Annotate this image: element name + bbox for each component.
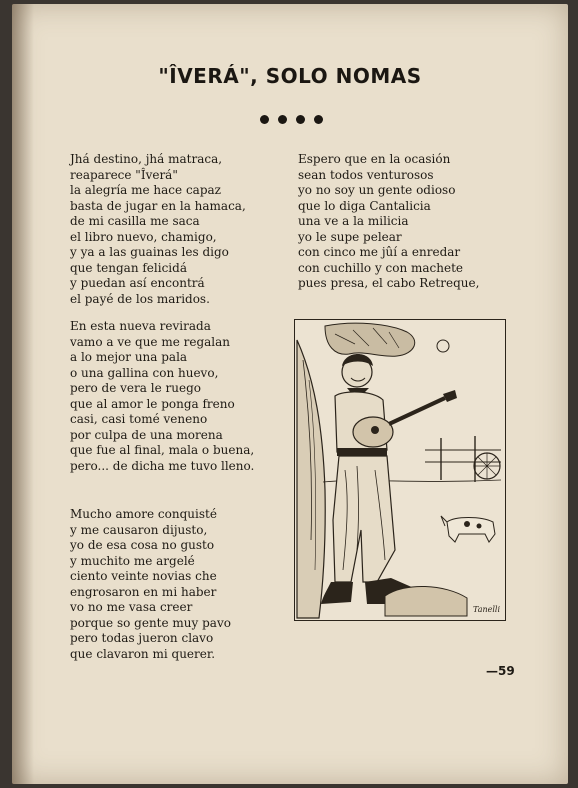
verse-line: sean todos venturosos [298,167,434,182]
verse-line: porque so gente muy pavo [70,615,231,630]
dog [447,518,495,543]
dog-spot [464,521,470,527]
verse-line: que fue al final, mala o buena, [70,443,255,457]
verse-line: a lo mejor una pala [70,350,188,364]
stanza-2 [70,319,254,474]
guitar-headstock [443,390,457,402]
stanza-4 [298,152,479,292]
ornament-dot [296,115,305,124]
verse-line: que clavaron mi querer. [70,646,216,661]
ornament-dots [260,115,323,124]
verse-line: la alegría me hace capaz [70,183,221,197]
book-page [12,4,568,784]
dog-head [441,516,447,526]
verse-line: basta de jugar en la hamaca, [70,198,246,213]
guitar-soundhole [371,426,379,434]
tree-foliage [325,323,415,356]
verse-line: por culpa de una morena [70,427,223,442]
page-title: "ÎVERÁ", SOLO NOMAS [158,64,422,88]
gaucho-trousers [333,456,395,582]
verse-line: reaparece "Îverá" [70,167,178,182]
illustration-drawing [295,320,505,620]
verse-line: que al amor le ponga freno [70,396,235,411]
verse-line: o una gallina con huevo, [70,365,219,380]
gaucho-belt [337,448,387,456]
moon [437,340,449,352]
verse-line: engrosaron en mi haber [70,584,217,599]
verse-line: con cinco me jûí a enredar [298,245,461,259]
verse-line: yo le supe pelear [298,229,402,244]
verse-line: pero todas jueron clavo [70,631,214,645]
verse-line: vamo a ve que me regalan [70,334,231,349]
ornament-dot [260,115,269,124]
stanza-3 [70,507,231,662]
spine-shadow [12,4,34,784]
verse-line: y me causaron dijusto, [70,522,208,537]
verse-line: En esta nueva revirada [70,319,211,333]
verse-line: de mi casilla me saca [70,214,200,228]
verse-line: una ve a la milicia [298,214,409,228]
rock [385,586,467,616]
stanza-1 [70,152,246,307]
verse-line: vo no me vasa creer [70,600,193,614]
verse-line: y puedan así encontrá [70,276,205,290]
verse-line: ciento veinte novias che [70,569,217,583]
guitar-neck [389,398,445,424]
gaucho-left-boot [321,582,353,604]
verse-line: casi, casi tomé veneno [70,412,208,426]
ornament-dot [314,115,323,124]
verse-line: el payé de los maridos. [70,291,210,306]
verse-line: y ya a las guainas les digo [70,245,229,259]
verse-line: yo no soy un gente odioso [298,183,456,197]
verse-line: el libro nuevo, chamigo, [70,229,217,244]
ornament-dot [278,115,287,124]
gaucho-guitarist-illustration [294,319,506,621]
verse-line: Mucho amore conquisté [70,507,217,521]
verse-line: y muchito me argelé [70,553,195,568]
verse-line: pero de vera le ruego [70,381,201,395]
verse-line: con cuchillo y con machete [298,260,464,275]
verse-line: que tengan felicidá [70,260,187,275]
verse-line: Jhá destino, jhá matraca, [70,152,223,166]
dog-spot [477,524,482,529]
verse-line: pues presa, el cabo Retreque, [298,276,480,290]
verse-line: pero... de dicha me tuvo lleno. [70,458,255,473]
page-number: —59 [486,664,515,678]
verse-line: yo de esa cosa no gusto [70,538,215,552]
artist-signature: Tanelli [473,605,501,614]
verse-line: que lo diga Cantalicia [298,198,431,213]
verse-line: Espero que en la ocasión [298,152,451,166]
